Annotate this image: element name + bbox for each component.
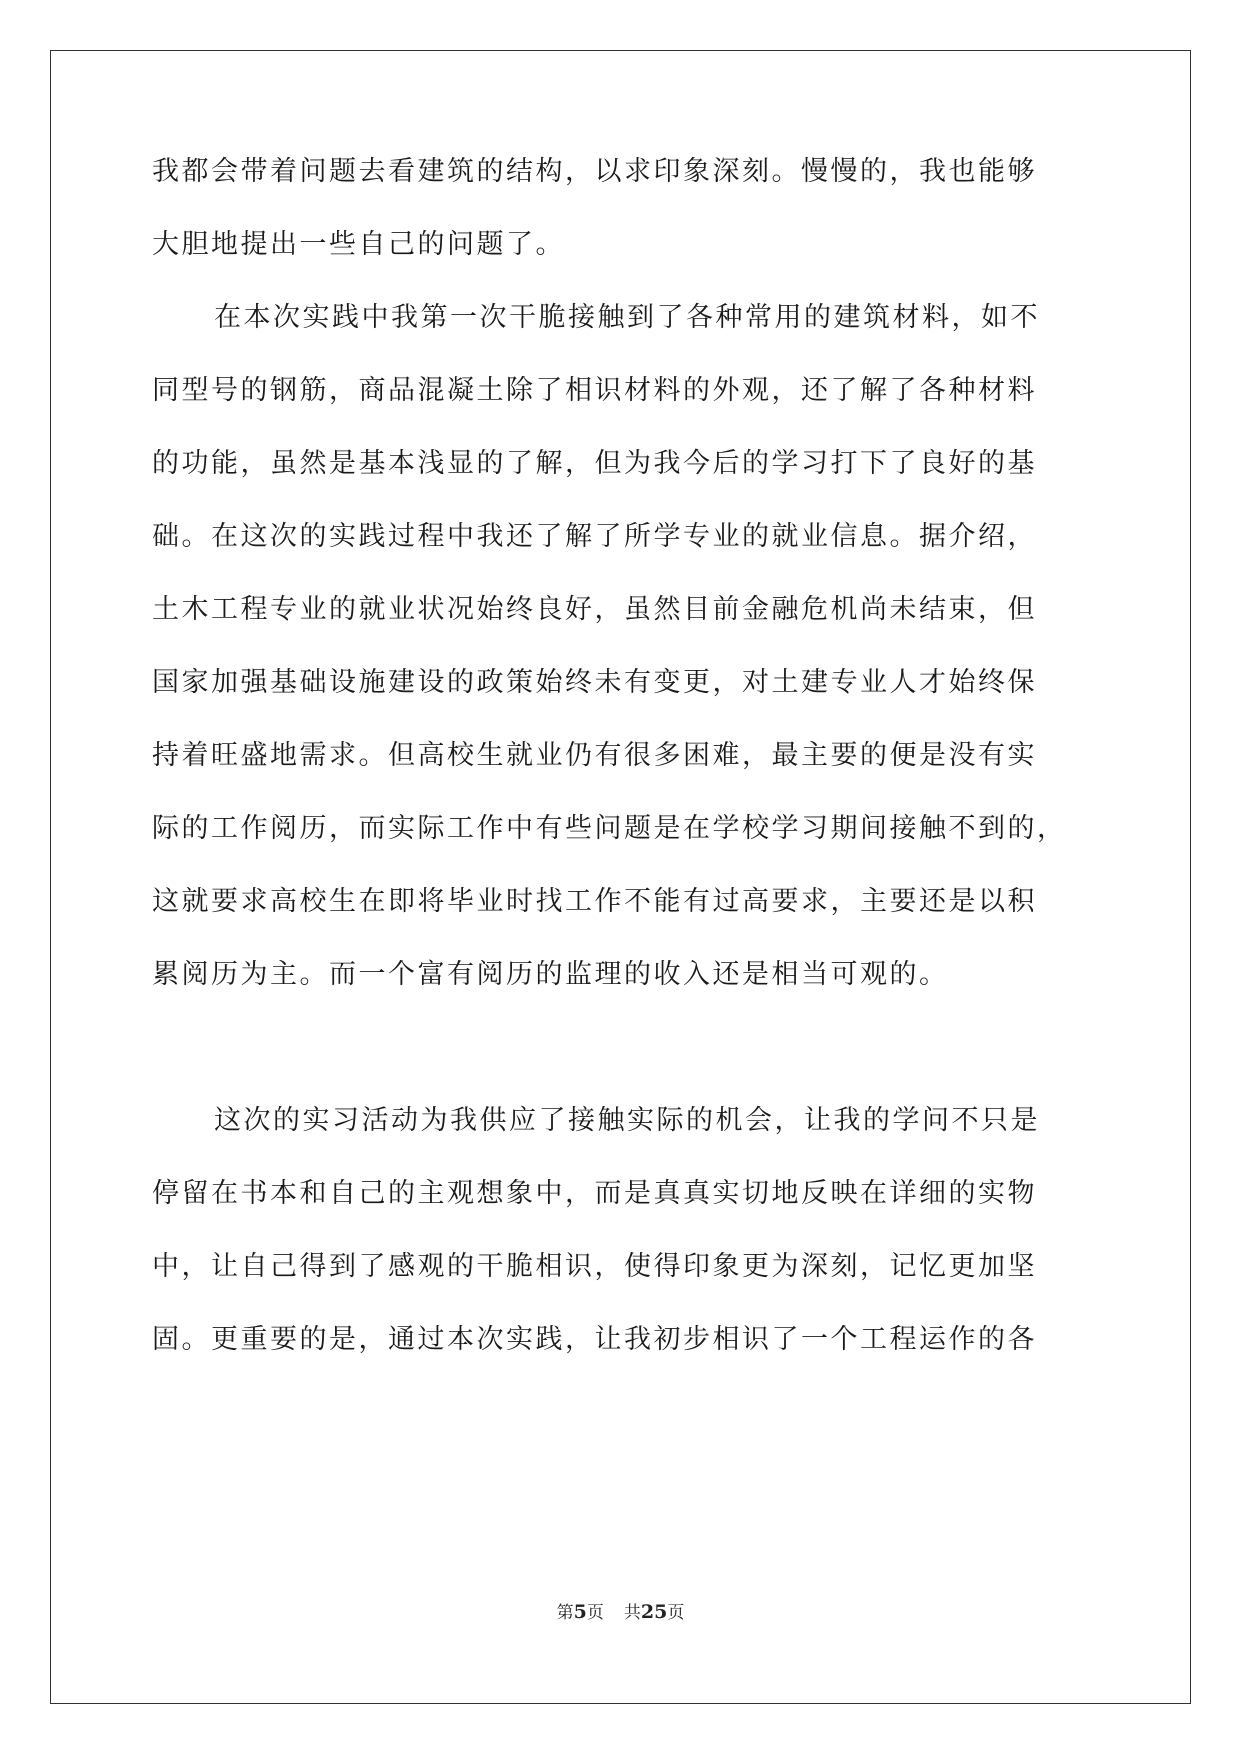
text-line: 我都会带着问题去看建筑的结构，以求印象深刻。慢慢的，我也能够: [152, 156, 1037, 187]
text-line: 大胆地提出一些自己的问题了。: [152, 229, 565, 260]
text-line: 际的工作阅历，而实际工作中有些问题是在学校学习期间接触不到的，: [152, 813, 1067, 844]
text-line: 停留在书本和自己的主观想象中，而是真真实切地反映在详细的实物: [152, 1178, 1037, 1209]
text-line: 土木工程专业的就业状况始终良好，虽然目前金融危机尚未结束，但: [152, 594, 1037, 625]
total-label-suffix: 页: [667, 1603, 685, 1623]
page-label-suffix: 页: [586, 1603, 604, 1623]
total-label-prefix: 共: [623, 1603, 641, 1623]
text-line: 的功能，虽然是基本浅显的了解，但为我今后的学习打下了良好的基: [152, 448, 1037, 479]
text-line: 累阅历为主。而一个富有阅历的监理的收入还是相当可观的。: [152, 959, 949, 990]
page-number: 5: [573, 1601, 587, 1623]
text-line: 在本次实践中我第一次干脆接触到了各种常用的建筑材料，如不: [214, 302, 1040, 333]
text-line: 中，让自己得到了感观的干脆相识，使得印象更为深刻，记忆更加坚: [152, 1251, 1037, 1282]
text-line: 国家加强基础设施建设的政策始终未有变更，对土建专业人才始终保: [152, 667, 1037, 698]
page-label-prefix: 第: [556, 1603, 574, 1623]
text-line: 同型号的钢筋，商品混凝土除了相识材料的外观，还了解了各种材料: [152, 375, 1037, 406]
page-footer: [0, 1598, 1241, 1623]
text-line: 这次的实习活动为我供应了接触实际的机会，让我的学问不只是: [214, 1105, 1040, 1136]
text-line: 这就要求高校生在即将毕业时找工作不能有过高要求，主要还是以积: [152, 886, 1037, 917]
text-line: 持着旺盛地需求。但高校生就业仍有很多困难，最主要的便是没有实: [152, 740, 1037, 771]
text-line: 础。在这次的实践过程中我还了解了所学专业的就业信息。据介绍，: [152, 521, 1037, 552]
text-line: 固。更重要的是，通过本次实践，让我初步相识了一个工程运作的各: [152, 1324, 1037, 1355]
total-pages: 25: [640, 1601, 668, 1623]
